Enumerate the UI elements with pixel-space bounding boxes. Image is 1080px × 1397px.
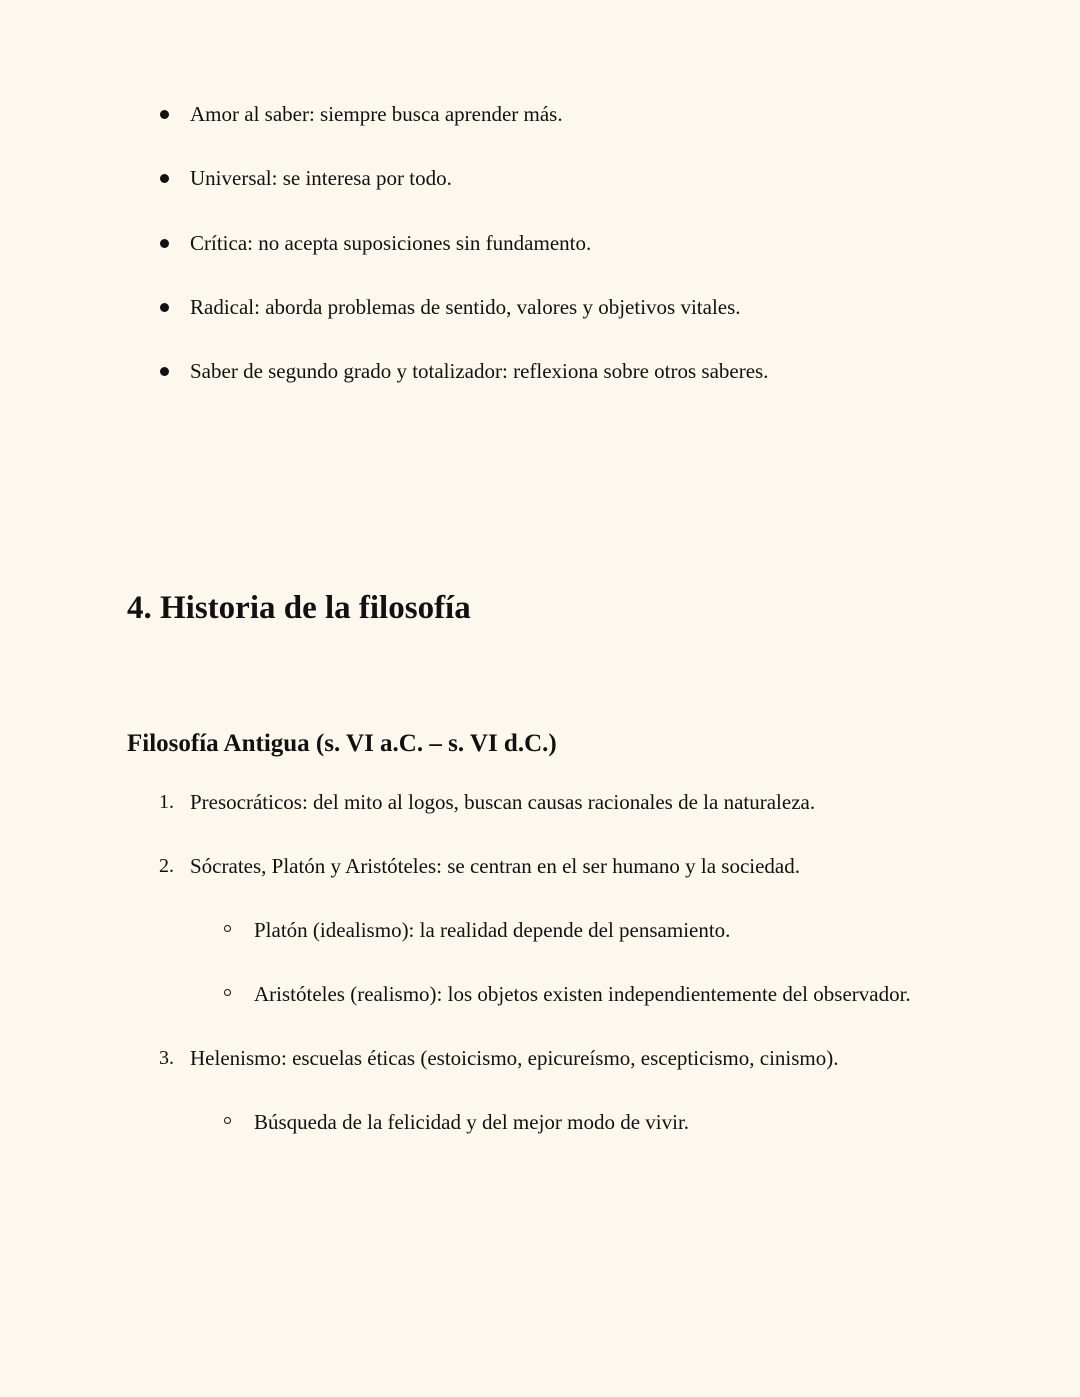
subsection-heading: Filosofía Antigua (s. VI a.C. – s. VI d.C.) [127, 730, 557, 757]
list-item-text: Aristóteles (realismo): los objetos existen independientemente del observador. [254, 982, 911, 1006]
bullet-icon [160, 303, 169, 312]
list-item-text: Universal: se interesa por todo. [190, 166, 452, 190]
hollow-bullet-icon [224, 1117, 231, 1124]
list-item-text: Sócrates, Platón y Aristóteles: se centran en el ser humano y la sociedad. [190, 854, 800, 878]
section-heading: 4. Historia de la filosofía [127, 590, 471, 626]
list-item-text: Amor al saber: siempre busca aprender más. [190, 102, 563, 126]
bullet-icon [160, 367, 169, 376]
list-item-text: Crítica: no acepta suposiciones sin fundamento. [190, 231, 592, 255]
bullet-icon [160, 239, 169, 248]
list-item-text: Búsqueda de la felicidad y del mejor modo de vivir. [254, 1110, 690, 1134]
list-number: 3. [159, 1047, 174, 1069]
bullet-icon [160, 174, 169, 183]
bullet-icon [160, 110, 169, 119]
list-item-text: Platón (idealismo): la realidad depende del pensamiento. [254, 918, 731, 942]
hollow-bullet-icon [224, 925, 231, 932]
list-item-text: Helenismo: escuelas éticas (estoicismo, epicureísmo, escepticismo, cinismo). [190, 1046, 839, 1070]
hollow-bullet-icon [224, 989, 231, 996]
list-number: 1. [159, 791, 174, 813]
list-item-text: Radical: aborda problemas de sentido, valores y objetivos vitales. [190, 295, 741, 319]
list-item-text: Saber de segundo grado y totalizador: reflexiona sobre otros saberes. [190, 359, 769, 383]
list-item-text: Presocráticos: del mito al logos, buscan causas racionales de la naturaleza. [190, 790, 816, 814]
list-number: 2. [159, 855, 174, 877]
